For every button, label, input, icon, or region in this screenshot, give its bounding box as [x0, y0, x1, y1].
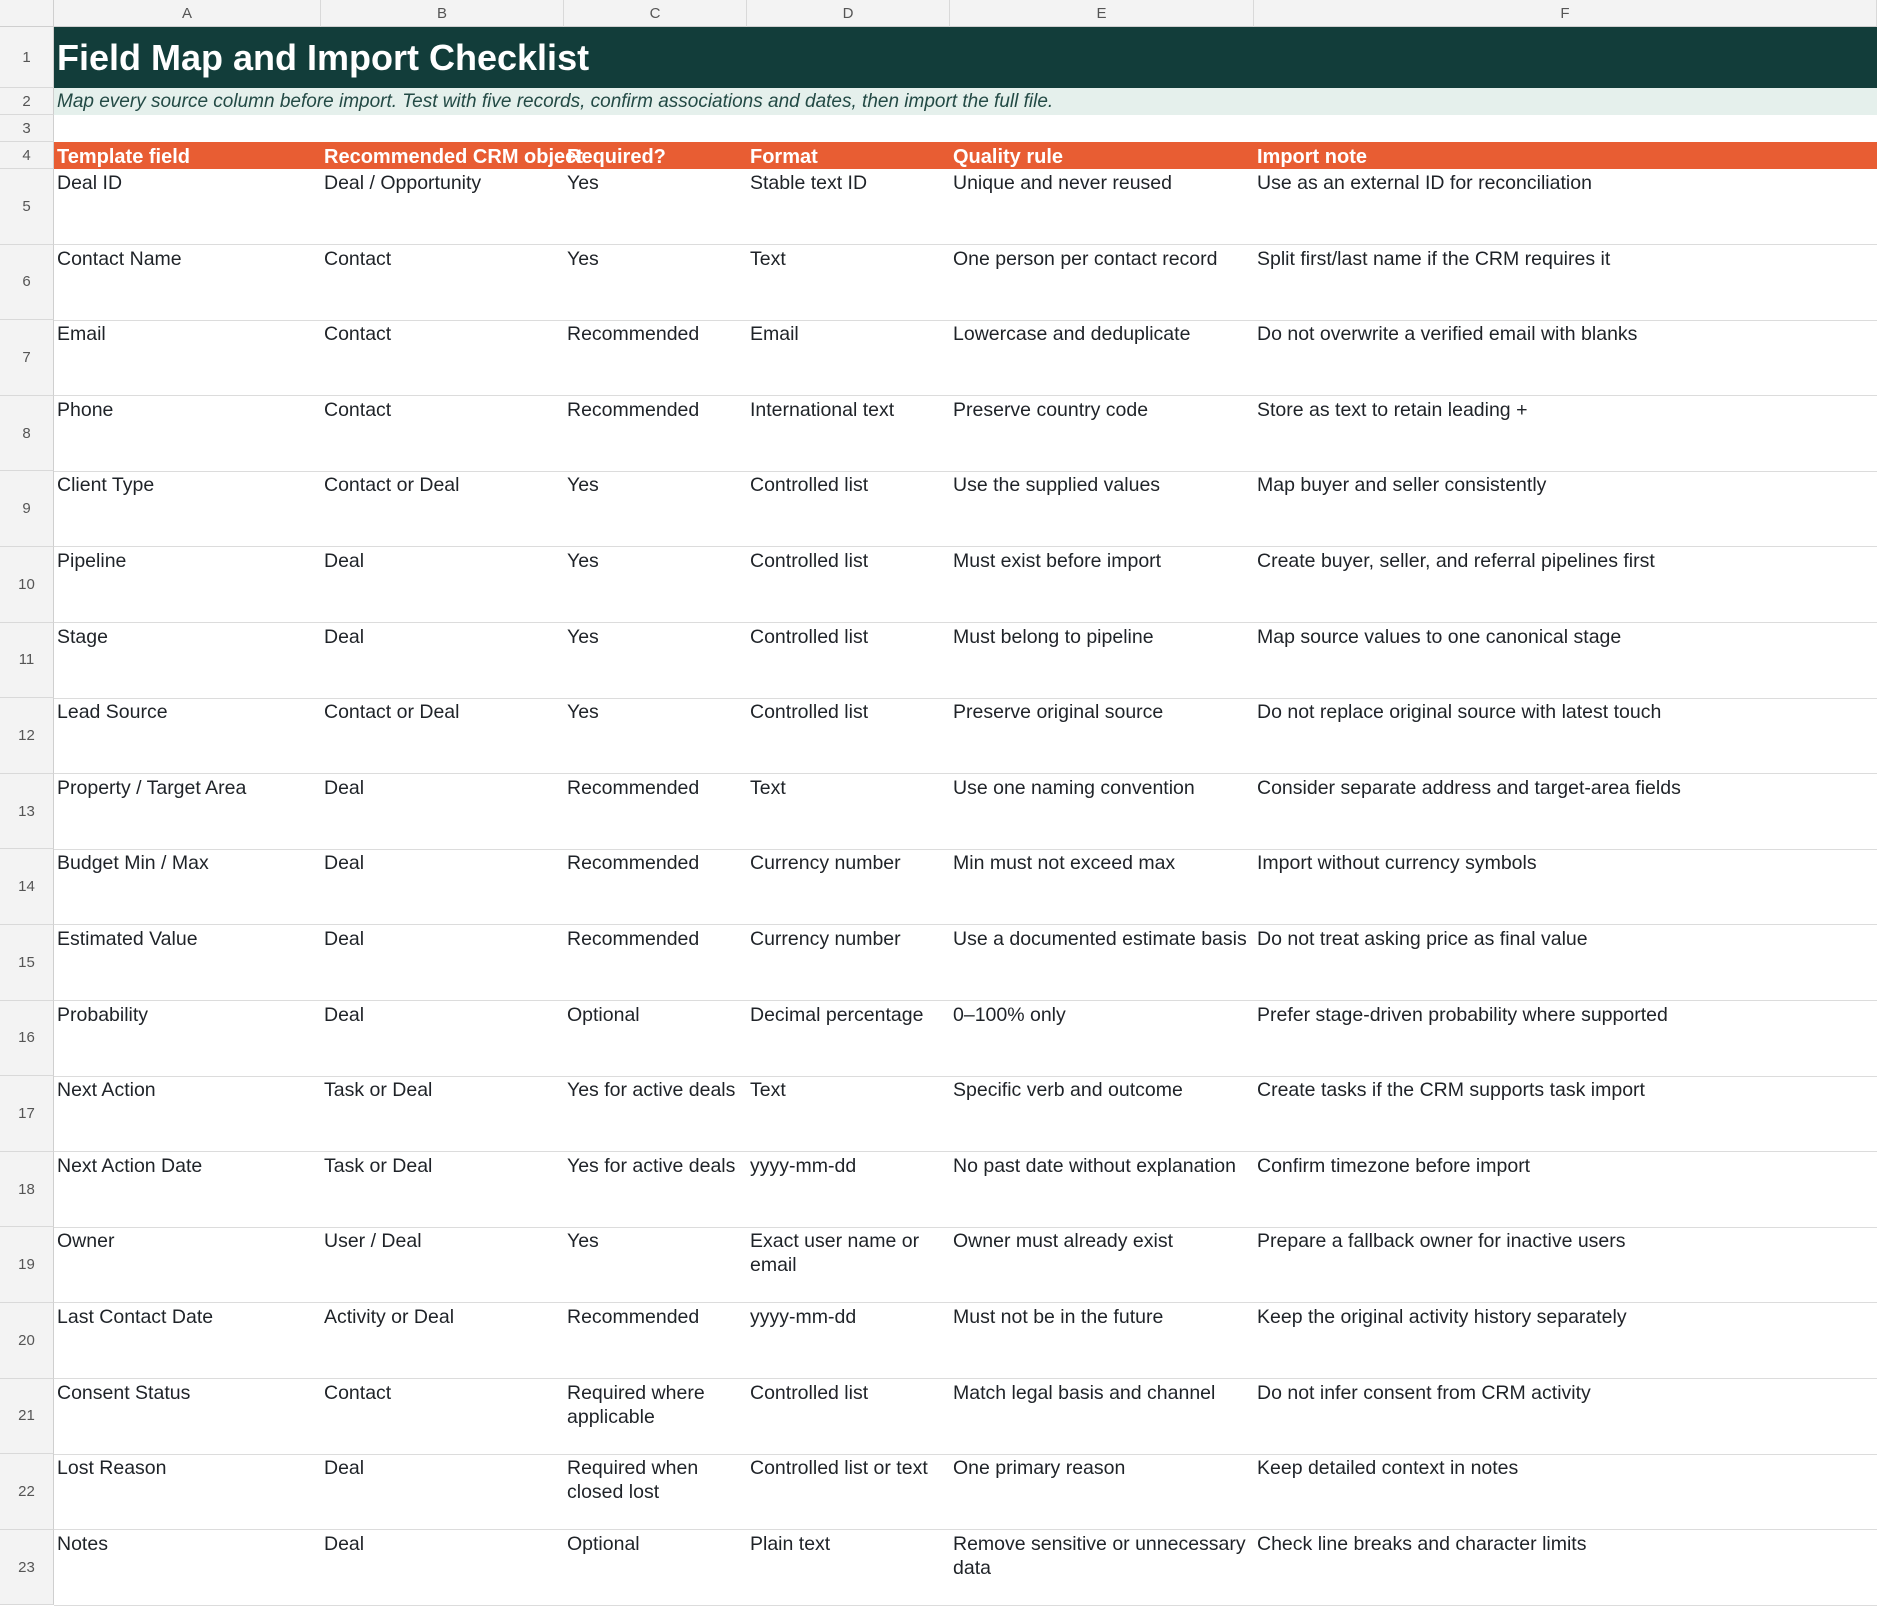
row-header[interactable]: 23: [0, 1530, 54, 1606]
table-cell[interactable]: User / Deal: [324, 1230, 422, 1253]
row-header[interactable]: 18: [0, 1152, 54, 1228]
table-row: [54, 245, 1877, 321]
table-cell[interactable]: Yes: [567, 172, 599, 194]
table-cell[interactable]: Task or Deal: [324, 1079, 433, 1102]
header-cell[interactable]: Recommended CRM object: [324, 146, 583, 168]
table-cell[interactable]: Must exist before import: [953, 550, 1162, 572]
header-cell[interactable]: Format: [750, 146, 818, 168]
row-header[interactable]: 15: [0, 925, 54, 1001]
row-header[interactable]: 22: [0, 1454, 54, 1530]
table-cell[interactable]: Text: [750, 1079, 786, 1102]
table-cell[interactable]: Controlled list: [750, 1381, 869, 1404]
table-cell[interactable]: Contact or Deal: [324, 701, 460, 724]
table-cell[interactable]: Client Type: [57, 474, 155, 497]
table-row: [54, 1076, 1877, 1152]
table-row: [54, 471, 1877, 547]
table-cell[interactable]: Deal: [324, 550, 365, 572]
table-cell[interactable]: Preserve country code: [953, 398, 1149, 421]
header-cell[interactable]: Required?: [567, 146, 666, 168]
table-cell[interactable]: Map source values to one canonical stage: [1257, 625, 1622, 648]
table-cell[interactable]: Use one naming convention: [953, 776, 1195, 799]
table-row: [54, 623, 1877, 699]
row-header[interactable]: 14: [0, 849, 54, 925]
table-row: [54, 396, 1877, 472]
table-cell[interactable]: Check line breaks and character limits: [1257, 1532, 1587, 1555]
table-cell[interactable]: Last Contact Date: [57, 1306, 214, 1328]
table-cell[interactable]: Deal: [324, 1003, 365, 1026]
table-cell[interactable]: Currency number: [750, 928, 901, 950]
table-row: [54, 1152, 1877, 1228]
table-cell[interactable]: 0–100% only: [953, 1003, 1066, 1026]
table-cell[interactable]: Controlled list: [750, 701, 869, 724]
table-cell[interactable]: Deal: [324, 625, 365, 648]
row-header[interactable]: 1: [0, 27, 54, 88]
table-cell[interactable]: International text: [750, 398, 895, 421]
table-cell[interactable]: Budget Min / Max: [57, 852, 209, 875]
row-header[interactable]: 19: [0, 1227, 54, 1303]
row-header[interactable]: 2: [0, 88, 54, 115]
table-row: [54, 1379, 1877, 1455]
table-cell[interactable]: Deal: [324, 776, 365, 799]
column-header-e[interactable]: E: [950, 0, 1254, 27]
table-cell[interactable]: Contact: [324, 247, 392, 270]
table-cell[interactable]: Use a documented estimate basis: [953, 928, 1247, 950]
table-cell[interactable]: Yes: [567, 1230, 599, 1253]
table-cell[interactable]: Yes: [567, 625, 599, 648]
table-cell[interactable]: Yes: [567, 474, 599, 497]
table-row: [54, 849, 1877, 925]
column-header-f[interactable]: F: [1254, 0, 1877, 27]
table-header-row: [54, 142, 1877, 169]
header-cell[interactable]: Import note: [1257, 146, 1367, 168]
table-cell[interactable]: Must not be in the future: [953, 1306, 1164, 1328]
header-cell[interactable]: Template field: [57, 146, 190, 168]
table-cell[interactable]: yyyy-mm-dd: [750, 1306, 857, 1328]
table-cell[interactable]: Owner: [57, 1230, 115, 1253]
table-cell[interactable]: Specific verb and outcome: [953, 1079, 1183, 1102]
table-cell[interactable]: Stage: [57, 625, 108, 648]
table-cell[interactable]: Recommended: [567, 928, 700, 950]
table-cell[interactable]: Required when closed lost: [567, 1457, 699, 1504]
table-cell[interactable]: Prepare a fallback owner for inactive users: [1257, 1230, 1626, 1253]
row-header[interactable]: 12: [0, 698, 54, 774]
table-cell[interactable]: Contact: [324, 398, 392, 421]
table-cell[interactable]: Create buyer, seller, and referral pipelines first: [1257, 550, 1655, 572]
sheet-title: Field Map and Import Checklist: [57, 36, 590, 78]
table-cell[interactable]: Controlled list: [750, 625, 869, 648]
table-cell[interactable]: Preserve original source: [953, 701, 1164, 724]
table-cell[interactable]: Recommended: [567, 852, 700, 875]
table-cell[interactable]: Text: [750, 776, 786, 799]
sheet-subtitle: Map every source column before import. Test with five records, confirm associations and dates, then import the full file.: [57, 90, 1054, 112]
table-cell[interactable]: Lost Reason: [57, 1457, 167, 1480]
table-cell[interactable]: Prefer stage-driven probability where supported: [1257, 1003, 1668, 1026]
table-cell[interactable]: Confirm timezone before import: [1257, 1154, 1531, 1177]
table-cell[interactable]: Phone: [57, 398, 114, 421]
table-cell[interactable]: Controlled list or text: [750, 1457, 928, 1480]
table-cell[interactable]: Split first/last name if the CRM requires it: [1257, 247, 1611, 270]
table-cell[interactable]: Yes for active deals: [567, 1079, 736, 1102]
table-cell[interactable]: Use the supplied values: [953, 474, 1161, 497]
table-row: [54, 547, 1877, 623]
table-row: [54, 925, 1877, 1001]
row-header[interactable]: 3: [0, 115, 54, 142]
row-header[interactable]: 5: [0, 169, 54, 245]
table-cell[interactable]: Recommended: [567, 398, 700, 421]
table-row: [54, 320, 1877, 396]
table-cell[interactable]: Owner must already exist: [953, 1230, 1173, 1253]
table-cell[interactable]: Stable text ID: [750, 172, 868, 194]
table-cell[interactable]: Yes: [567, 550, 599, 572]
table-cell[interactable]: Required where applicable: [567, 1381, 705, 1428]
table-cell[interactable]: Deal ID: [57, 172, 123, 194]
subtitle-row[interactable]: [54, 88, 1877, 115]
table-cell[interactable]: Store as text to retain leading +: [1257, 398, 1528, 421]
title-row[interactable]: [54, 27, 1877, 88]
table-cell[interactable]: Deal / Opportunity: [324, 172, 482, 194]
table-cell[interactable]: Create tasks if the CRM supports task import: [1257, 1079, 1645, 1102]
table-cell[interactable]: Lead Source: [57, 701, 168, 724]
table-cell[interactable]: Use as an external ID for reconciliation: [1257, 172, 1592, 194]
header-cell[interactable]: Quality rule: [953, 146, 1064, 168]
table-cell[interactable]: Contact: [324, 1381, 392, 1404]
table-cell[interactable]: Yes: [567, 247, 599, 270]
column-header-c[interactable]: C: [564, 0, 747, 27]
table-row: [54, 1227, 1877, 1303]
table-cell[interactable]: Do not infer consent from CRM activity: [1257, 1381, 1591, 1404]
table-cell[interactable]: Yes: [567, 701, 599, 724]
table-cell[interactable]: Optional: [567, 1532, 640, 1555]
table-cell[interactable]: Deal: [324, 1532, 365, 1555]
table-cell[interactable]: Min must not exceed max: [953, 852, 1176, 875]
table-cell[interactable]: Optional: [567, 1003, 640, 1026]
table-cell[interactable]: Controlled list: [750, 550, 869, 572]
table-row: [54, 1001, 1877, 1077]
table-cell[interactable]: Import without currency symbols: [1257, 852, 1537, 875]
row-header[interactable]: 6: [0, 245, 54, 321]
table-row: [54, 1303, 1877, 1379]
row-header[interactable]: 7: [0, 320, 54, 396]
table-cell[interactable]: Pipeline: [57, 550, 127, 572]
table-cell[interactable]: Match legal basis and channel: [953, 1381, 1216, 1404]
table-cell[interactable]: Recommended: [567, 323, 700, 346]
column-header-d[interactable]: D: [747, 0, 950, 27]
table-cell[interactable]: Contact: [324, 323, 392, 346]
table-cell[interactable]: Do not replace original source with latest touch: [1257, 701, 1662, 724]
table-cell[interactable]: Recommended: [567, 776, 700, 799]
table-row: [54, 774, 1877, 850]
table-cell[interactable]: Next Action: [57, 1079, 156, 1102]
table-cell[interactable]: Do not treat asking price as final value: [1257, 928, 1588, 950]
table-cell[interactable]: Lowercase and deduplicate: [953, 323, 1191, 346]
table-cell[interactable]: Consider separate address and target-area fields: [1257, 776, 1681, 799]
table-cell[interactable]: Next Action Date: [57, 1154, 203, 1177]
table-cell[interactable]: Consent Status: [57, 1381, 191, 1404]
row-header[interactable]: 17: [0, 1076, 54, 1152]
column-header-a[interactable]: A: [54, 0, 321, 27]
table-cell[interactable]: Email: [750, 323, 799, 346]
table-cell[interactable]: Unique and never reused: [953, 172, 1172, 194]
table-cell[interactable]: No past date without explanation: [953, 1154, 1236, 1177]
table-row: [54, 1530, 1877, 1606]
table-cell[interactable]: Estimated Value: [57, 928, 198, 950]
table-cell[interactable]: Remove sensitive or unnecessary data: [953, 1532, 1246, 1579]
table-row: [54, 698, 1877, 774]
table-cell[interactable]: Probability: [57, 1003, 149, 1026]
table-cell[interactable]: Text: [750, 247, 786, 270]
row-header[interactable]: 4: [0, 142, 54, 169]
table-cell[interactable]: One person per contact record: [953, 247, 1218, 270]
table-cell[interactable]: Task or Deal: [324, 1154, 433, 1177]
table-cell[interactable]: Deal: [324, 852, 365, 875]
table-cell[interactable]: Map buyer and seller consistently: [1257, 474, 1547, 497]
select-all-corner[interactable]: [0, 0, 54, 27]
table-cell[interactable]: Contact Name: [57, 247, 182, 270]
row-header[interactable]: 21: [0, 1379, 54, 1455]
table-cell[interactable]: Exact user name or email: [750, 1230, 920, 1277]
row-header[interactable]: 10: [0, 547, 54, 623]
table-cell[interactable]: Recommended: [567, 1306, 700, 1328]
row-header[interactable]: 11: [0, 623, 54, 699]
column-header-b[interactable]: B: [321, 0, 564, 27]
table-cell[interactable]: Email: [57, 323, 106, 346]
row-header[interactable]: 20: [0, 1303, 54, 1379]
table-cell[interactable]: yyyy-mm-dd: [750, 1154, 857, 1177]
row-header[interactable]: 8: [0, 396, 54, 472]
row-header[interactable]: 9: [0, 471, 54, 547]
table-cell[interactable]: Do not overwrite a verified email with blanks: [1257, 323, 1638, 346]
table-cell[interactable]: Currency number: [750, 852, 901, 875]
row-header[interactable]: 13: [0, 774, 54, 850]
table-cell[interactable]: Yes for active deals: [567, 1154, 736, 1177]
table-cell[interactable]: Plain text: [750, 1532, 831, 1555]
table-row: [54, 1454, 1877, 1530]
table-cell[interactable]: Activity or Deal: [324, 1306, 455, 1328]
table-cell[interactable]: Controlled list: [750, 474, 869, 497]
table-cell[interactable]: Contact or Deal: [324, 474, 460, 497]
table-cell[interactable]: Keep the original activity history separately: [1257, 1306, 1627, 1328]
table-cell[interactable]: Keep detailed context in notes: [1257, 1457, 1519, 1480]
table-cell[interactable]: Deal: [324, 928, 365, 950]
table-cell[interactable]: Must belong to pipeline: [953, 625, 1154, 648]
table-cell[interactable]: One primary reason: [953, 1457, 1126, 1480]
table-cell[interactable]: Decimal percentage: [750, 1003, 924, 1026]
table-cell[interactable]: Deal: [324, 1457, 365, 1480]
table-cell[interactable]: Property / Target Area: [57, 776, 247, 799]
table-row: [54, 169, 1877, 245]
table-cell[interactable]: Notes: [57, 1532, 108, 1555]
row-header[interactable]: 16: [0, 1001, 54, 1077]
